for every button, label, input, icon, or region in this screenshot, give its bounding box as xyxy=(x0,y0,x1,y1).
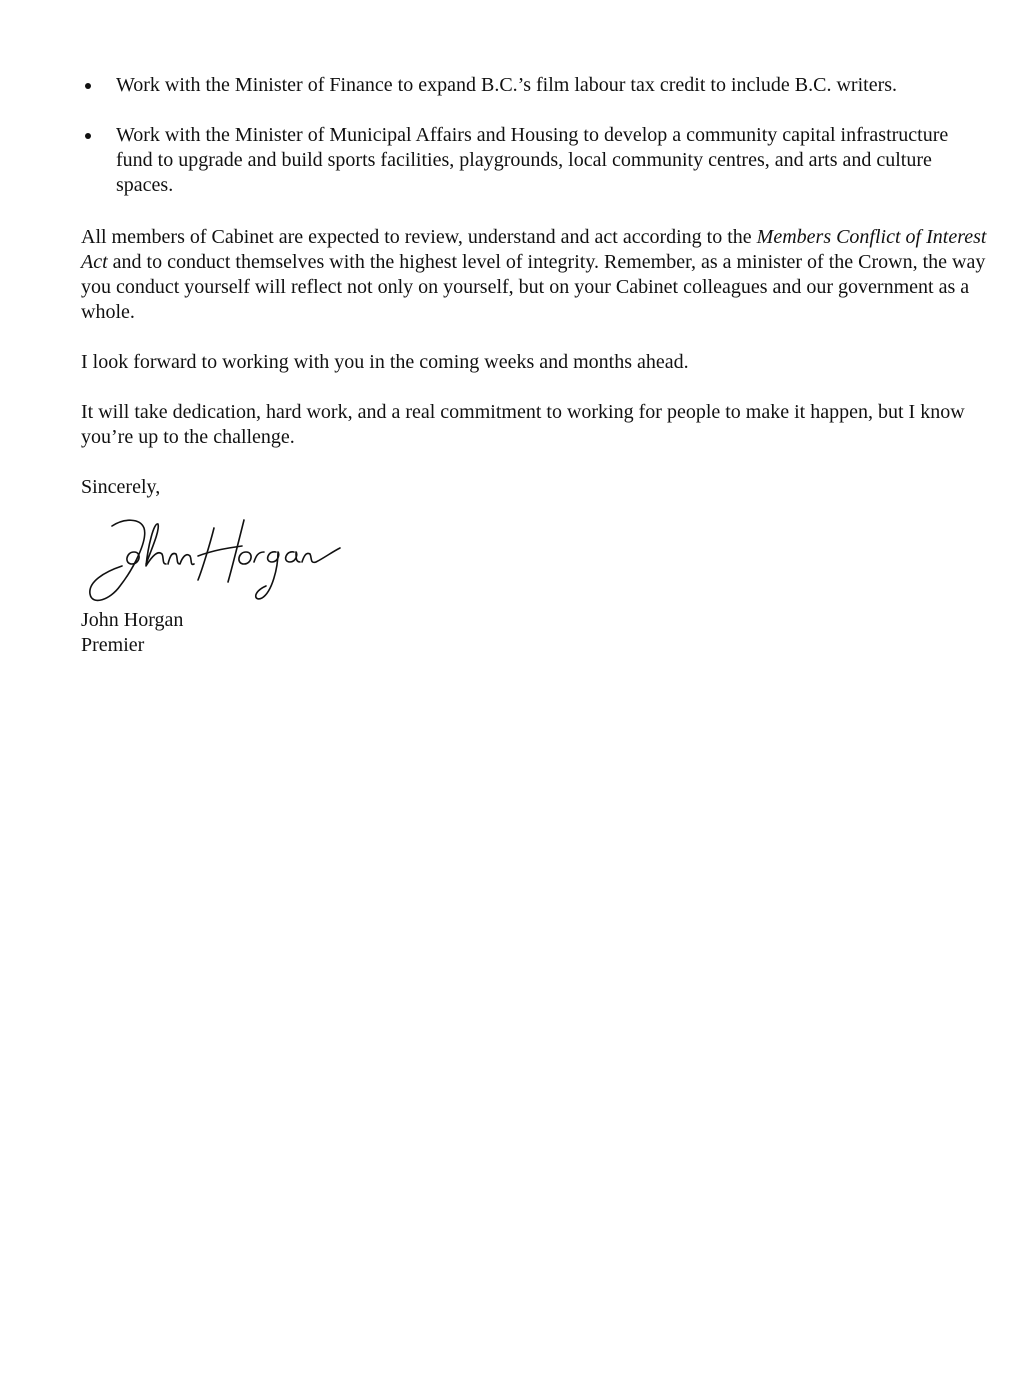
forward-paragraph: I look forward to working with you in the coming weeks and months ahead. xyxy=(81,351,689,373)
dedication-paragraph: It will take dedication, hard work, and a real commitment to working for people to make it happen, but I know you’re up to the challenge. xyxy=(81,401,965,448)
signer-name: John Horgan xyxy=(81,609,184,631)
act-name: Members Conflict of Interest Act xyxy=(81,226,987,273)
bullet-dot xyxy=(85,83,91,89)
integrity-text-part1: All members of Cabinet are expected to review, understand and act according to the xyxy=(81,226,757,248)
handwritten-signature xyxy=(82,508,344,608)
signer-title: Premier xyxy=(81,634,145,656)
mandate-bullet-list xyxy=(81,73,986,223)
bullet-text: Work with the Minister of Municipal Affairs and Housing to develop a community capital infrastructure fund to upgrade and build sports facilities, playgrounds, local community centres, and arts and culture spaces. xyxy=(116,124,949,196)
bullet-dot xyxy=(85,133,91,139)
closing-salutation: Sincerely, xyxy=(81,476,161,498)
bullet-item-film-tax-credit xyxy=(81,73,986,98)
integrity-text-part2: and to conduct themselves with the highest level of integrity. Remember, as a minister of the Crown, the way you conduct yourself will reflect not only on yourself, but on your Cabinet colleagues and our government as a whole. xyxy=(81,251,986,323)
integrity-paragraph xyxy=(81,225,991,325)
bullet-item-infrastructure-fund xyxy=(81,123,986,198)
bullet-text: Work with the Minister of Finance to expand B.C.’s film labour tax credit to include B.C. writers. xyxy=(116,74,898,96)
